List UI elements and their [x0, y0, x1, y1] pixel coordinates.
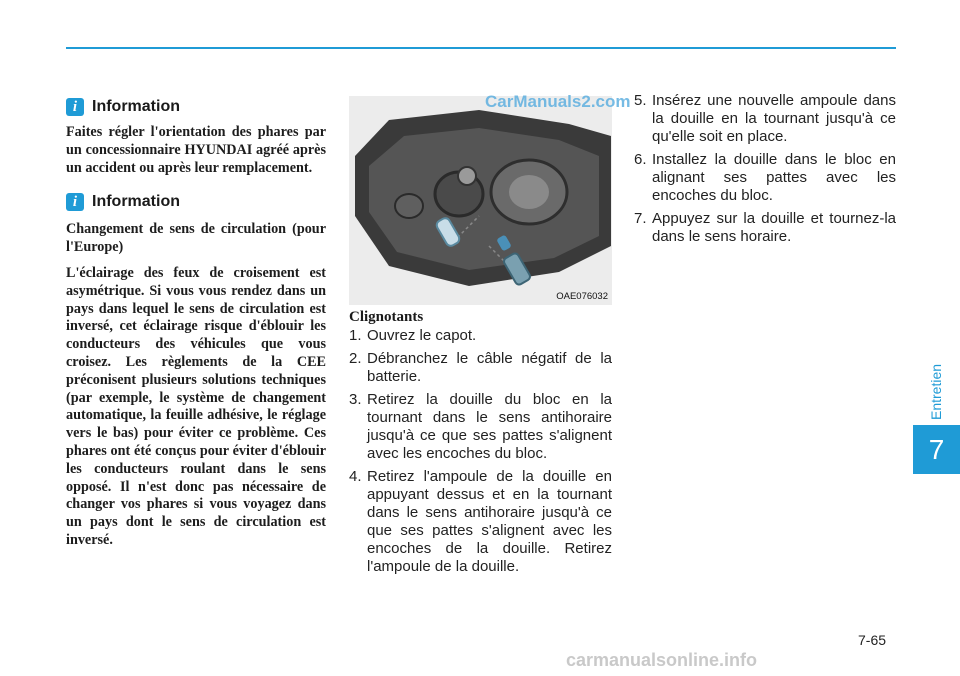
- middle-column: [349, 309, 612, 576]
- step-item: [349, 350, 612, 386]
- right-column: [634, 92, 896, 246]
- header-rule: [66, 47, 896, 49]
- step-number: 5.: [634, 92, 647, 109]
- step-number: 6.: [634, 151, 647, 168]
- footer-watermark: carmanualsonline.info: [566, 650, 758, 670]
- chapter-number: 7: [928, 434, 945, 465]
- step-item: [349, 391, 612, 463]
- info-icon: i: [66, 98, 84, 116]
- step-number: 4.: [349, 468, 362, 485]
- info-text: Faites régler l'orientation des phares par un concessionnaire HYUNDAI agréé après un accident ou après leur remplacement.: [66, 124, 326, 176]
- section-title: Clignotants: [349, 309, 424, 325]
- info-heading: [66, 191, 326, 213]
- step-text: Retirez la douille du bloc en la tournant dans le sens antihoraire jusqu'à ce que ses pattes s'alignent avec les encoches du bloc.: [367, 391, 612, 462]
- page-number: 7-65: [858, 632, 887, 648]
- step-number: 3.: [349, 391, 362, 408]
- left-column: [66, 96, 326, 550]
- step-text: Retirez l'ampoule de la douille en appuyant dessus et en la tournant dans le sens antihoraire jusqu'à ce que ses pattes s'alignent avec les encoches de la douille. Retirez l'ampoule de la douille.: [367, 468, 612, 575]
- step-item: [349, 327, 612, 345]
- step-item: [349, 468, 612, 576]
- info-subtitle: Changement de sens de circulation (pour l'Europe): [66, 221, 326, 256]
- step-item: [634, 92, 896, 146]
- step-item: [634, 151, 896, 205]
- info-heading: [66, 96, 326, 118]
- step-text: Appuyez sur la douille et tournez-la dans le sens horaire.: [652, 210, 896, 245]
- step-item: [634, 210, 896, 246]
- headlamp-illustration: [349, 96, 612, 305]
- step-text: Insérez une nouvelle ampoule dans la douille en la tournant jusqu'à ce qu'elle soit en place.: [652, 92, 896, 145]
- headlamp-figure: [349, 96, 612, 305]
- info-text: L'éclairage des feux de croisement est asymétrique. Si vous vous rendez dans un pays dans lequel le sens de circulation est inversé, cet éclairage risque d'éblouir les conducteurs des véhicules que vous croisez. Les règlements de la CEE préconisent plusieurs solutions techniques (par exemple, le système de changement automatique, la feuille adhésive, le réglage vers le bas) pour éviter ce problème. Ces phares ont été conçus pour éviter d'éblouir les conducteurs roulant dans le sens opposé. Il n'est donc pas nécessaire de changer vos phares si vous voyagez dans un pays dont le sens de circulation est inversé.: [66, 264, 326, 548]
- step-number: 2.: [349, 350, 362, 367]
- step-number: 1.: [349, 327, 362, 344]
- step-text: Ouvrez le capot.: [367, 327, 477, 344]
- watermark-logo: CarManuals2.com: [485, 92, 631, 111]
- step-text: Débranchez le câble négatif de la batterie.: [367, 350, 612, 385]
- info-icon: i: [66, 193, 84, 211]
- step-text: Installez la douille dans le bloc en alignant ses pattes avec les encoches du bloc.: [652, 151, 896, 204]
- step-number: 7.: [634, 210, 647, 227]
- chapter-label: Entretien: [928, 363, 944, 421]
- info-title: Information: [92, 98, 180, 115]
- info-title: Information: [92, 193, 180, 211]
- figure-caption: OAE076032: [556, 291, 608, 302]
- chapter-tab: [913, 425, 960, 474]
